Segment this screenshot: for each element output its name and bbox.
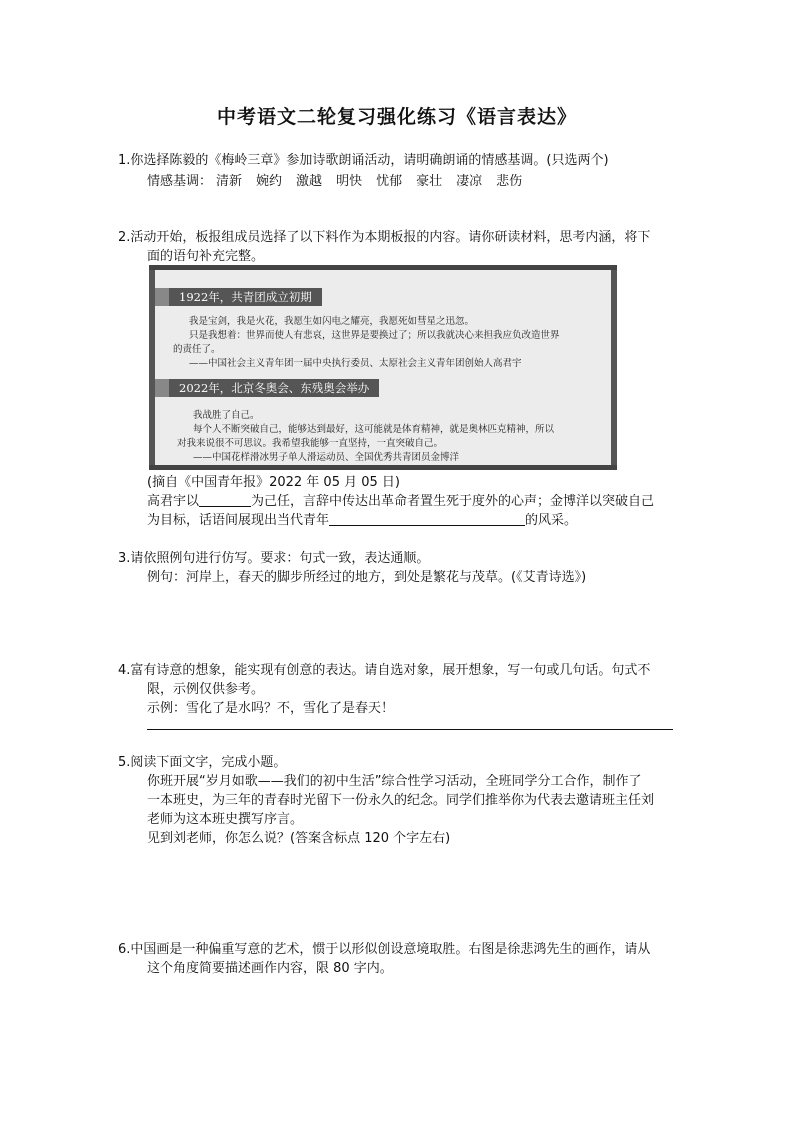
- mood-option: 婉约: [256, 174, 283, 189]
- question-3-example: 例句：河岸上，春天的脚步所经过的地方，到处是繁花与茂草。(《艾青诗选》): [147, 570, 587, 585]
- clipping-text: 对我来说很不可思议。我希望我能够一直坚持，一直突破自己。: [177, 438, 444, 449]
- question-5-ask: 见到刘老师，你怎么说？(答案含标点 120 个字左右): [147, 831, 451, 846]
- mood-option: 明快: [336, 174, 363, 189]
- clipping-source: (摘自《中国青年报》2022 年 05 月 05 日): [147, 475, 400, 490]
- clipping-text: 我战胜了自己。: [193, 410, 260, 421]
- mood-option: 激越: [296, 174, 323, 189]
- frame-right: [611, 270, 617, 465]
- question-1-moods: [147, 172, 536, 192]
- question-5-text: 你班开展“岁月如歌——我们的初中生活”综合性学习活动，全班同学分工合作，制作了: [147, 774, 642, 789]
- clipping-text: 我是宝剑，我是火花，我愿生如闪电之耀亮，我愿死如彗星之迅忽。: [189, 316, 475, 327]
- clipping-attribution: ——中国社会主义青年团一届中央执行委员、太原社会主义青年团创始人高君宇: [189, 358, 522, 369]
- clipping-text: 的责任了。: [173, 344, 221, 355]
- mood-option: 清新: [216, 174, 243, 189]
- answer-line[interactable]: [147, 729, 673, 730]
- question-6-prompt-line1: 6.中国画是一种偏重写意的艺术，惯于以形似创设意境取胜。右图是徐悲鸿先生的画作，请从: [118, 942, 651, 957]
- clipping-attribution: ——中国花样滑冰男子单人滑运动员、全国优秀共青团员金博洋: [193, 452, 460, 463]
- answer-blank[interactable]: [199, 492, 251, 507]
- question-6-prompt-line2: 这个角度简要描述画作内容，限 80 字内。: [147, 961, 393, 976]
- question-5-prompt: 5.阅读下面文字，完成小题。: [118, 755, 287, 770]
- question-4-example: 示例：雪化了是水吗？不，雪化了是春天！: [147, 701, 395, 716]
- clipping-text: 每个人不断突破自己，能够达到最好，这可能就是体育精神，就是奥林匹克精神，所以: [193, 424, 555, 435]
- question-2-fill-line1: 高君宇以 为己任，言辞中传达出革命者置生死于度外的心声；金博洋以突破自己: [147, 494, 655, 509]
- page-title: 中考语文二轮复习强化练习《语言表达》: [216, 106, 577, 128]
- mood-option: 忧郁: [376, 174, 403, 189]
- question-1-prompt: 1.你选择陈毅的《梅岭三章》参加诗歌朗诵活动，请明确朗诵的情感基调。(只选两个): [118, 153, 609, 168]
- question-3-prompt: 3.请依照例句进行仿写。要求：句式一致，表达通顺。: [118, 551, 430, 566]
- mood-option: 悲伤: [496, 174, 523, 189]
- mood-option: 凄凉: [456, 174, 483, 189]
- question-2-fill-line2: 为目标，话语间展现出当代青年 的风采。: [147, 513, 578, 528]
- mood-label: 情感基调：: [147, 174, 213, 189]
- question-4-prompt-line2: 限，示例仅供参考。: [147, 682, 265, 697]
- mood-option: 豪壮: [416, 174, 443, 189]
- question-5-text: 一本班史，为三年的青春时光留下一份永久的纪念。同学们推举你为代表去邀请班主任刘: [147, 793, 655, 808]
- question-2-prompt-line2: 面的语句补充完整。: [147, 249, 265, 264]
- newspaper-clipping-image: [149, 265, 617, 470]
- clipping-banner-1922: 1922年，共青团成立初期: [169, 288, 322, 306]
- answer-blank[interactable]: [329, 511, 525, 526]
- question-5-text: 老师为这本班史撰写序言。: [147, 812, 304, 827]
- question-4-prompt-line1: 4.富有诗意的想象，能实现有创意的表达。请自选对象，展开想象，写一句或几句话。句式不: [118, 663, 651, 678]
- question-2-prompt-line1: 2.活动开始，板报组成员选择了以下料作为本期板报的内容。请你研读材料，思考内涵，将下: [118, 230, 651, 245]
- clipping-text: 只是我想着：世界而使人有悲哀，这世界是要换过了；所以我就决心来担我应负改造世界: [189, 330, 560, 341]
- clipping-banner-2022: 2022年，北京冬奥会、东残奥会举办: [169, 379, 379, 397]
